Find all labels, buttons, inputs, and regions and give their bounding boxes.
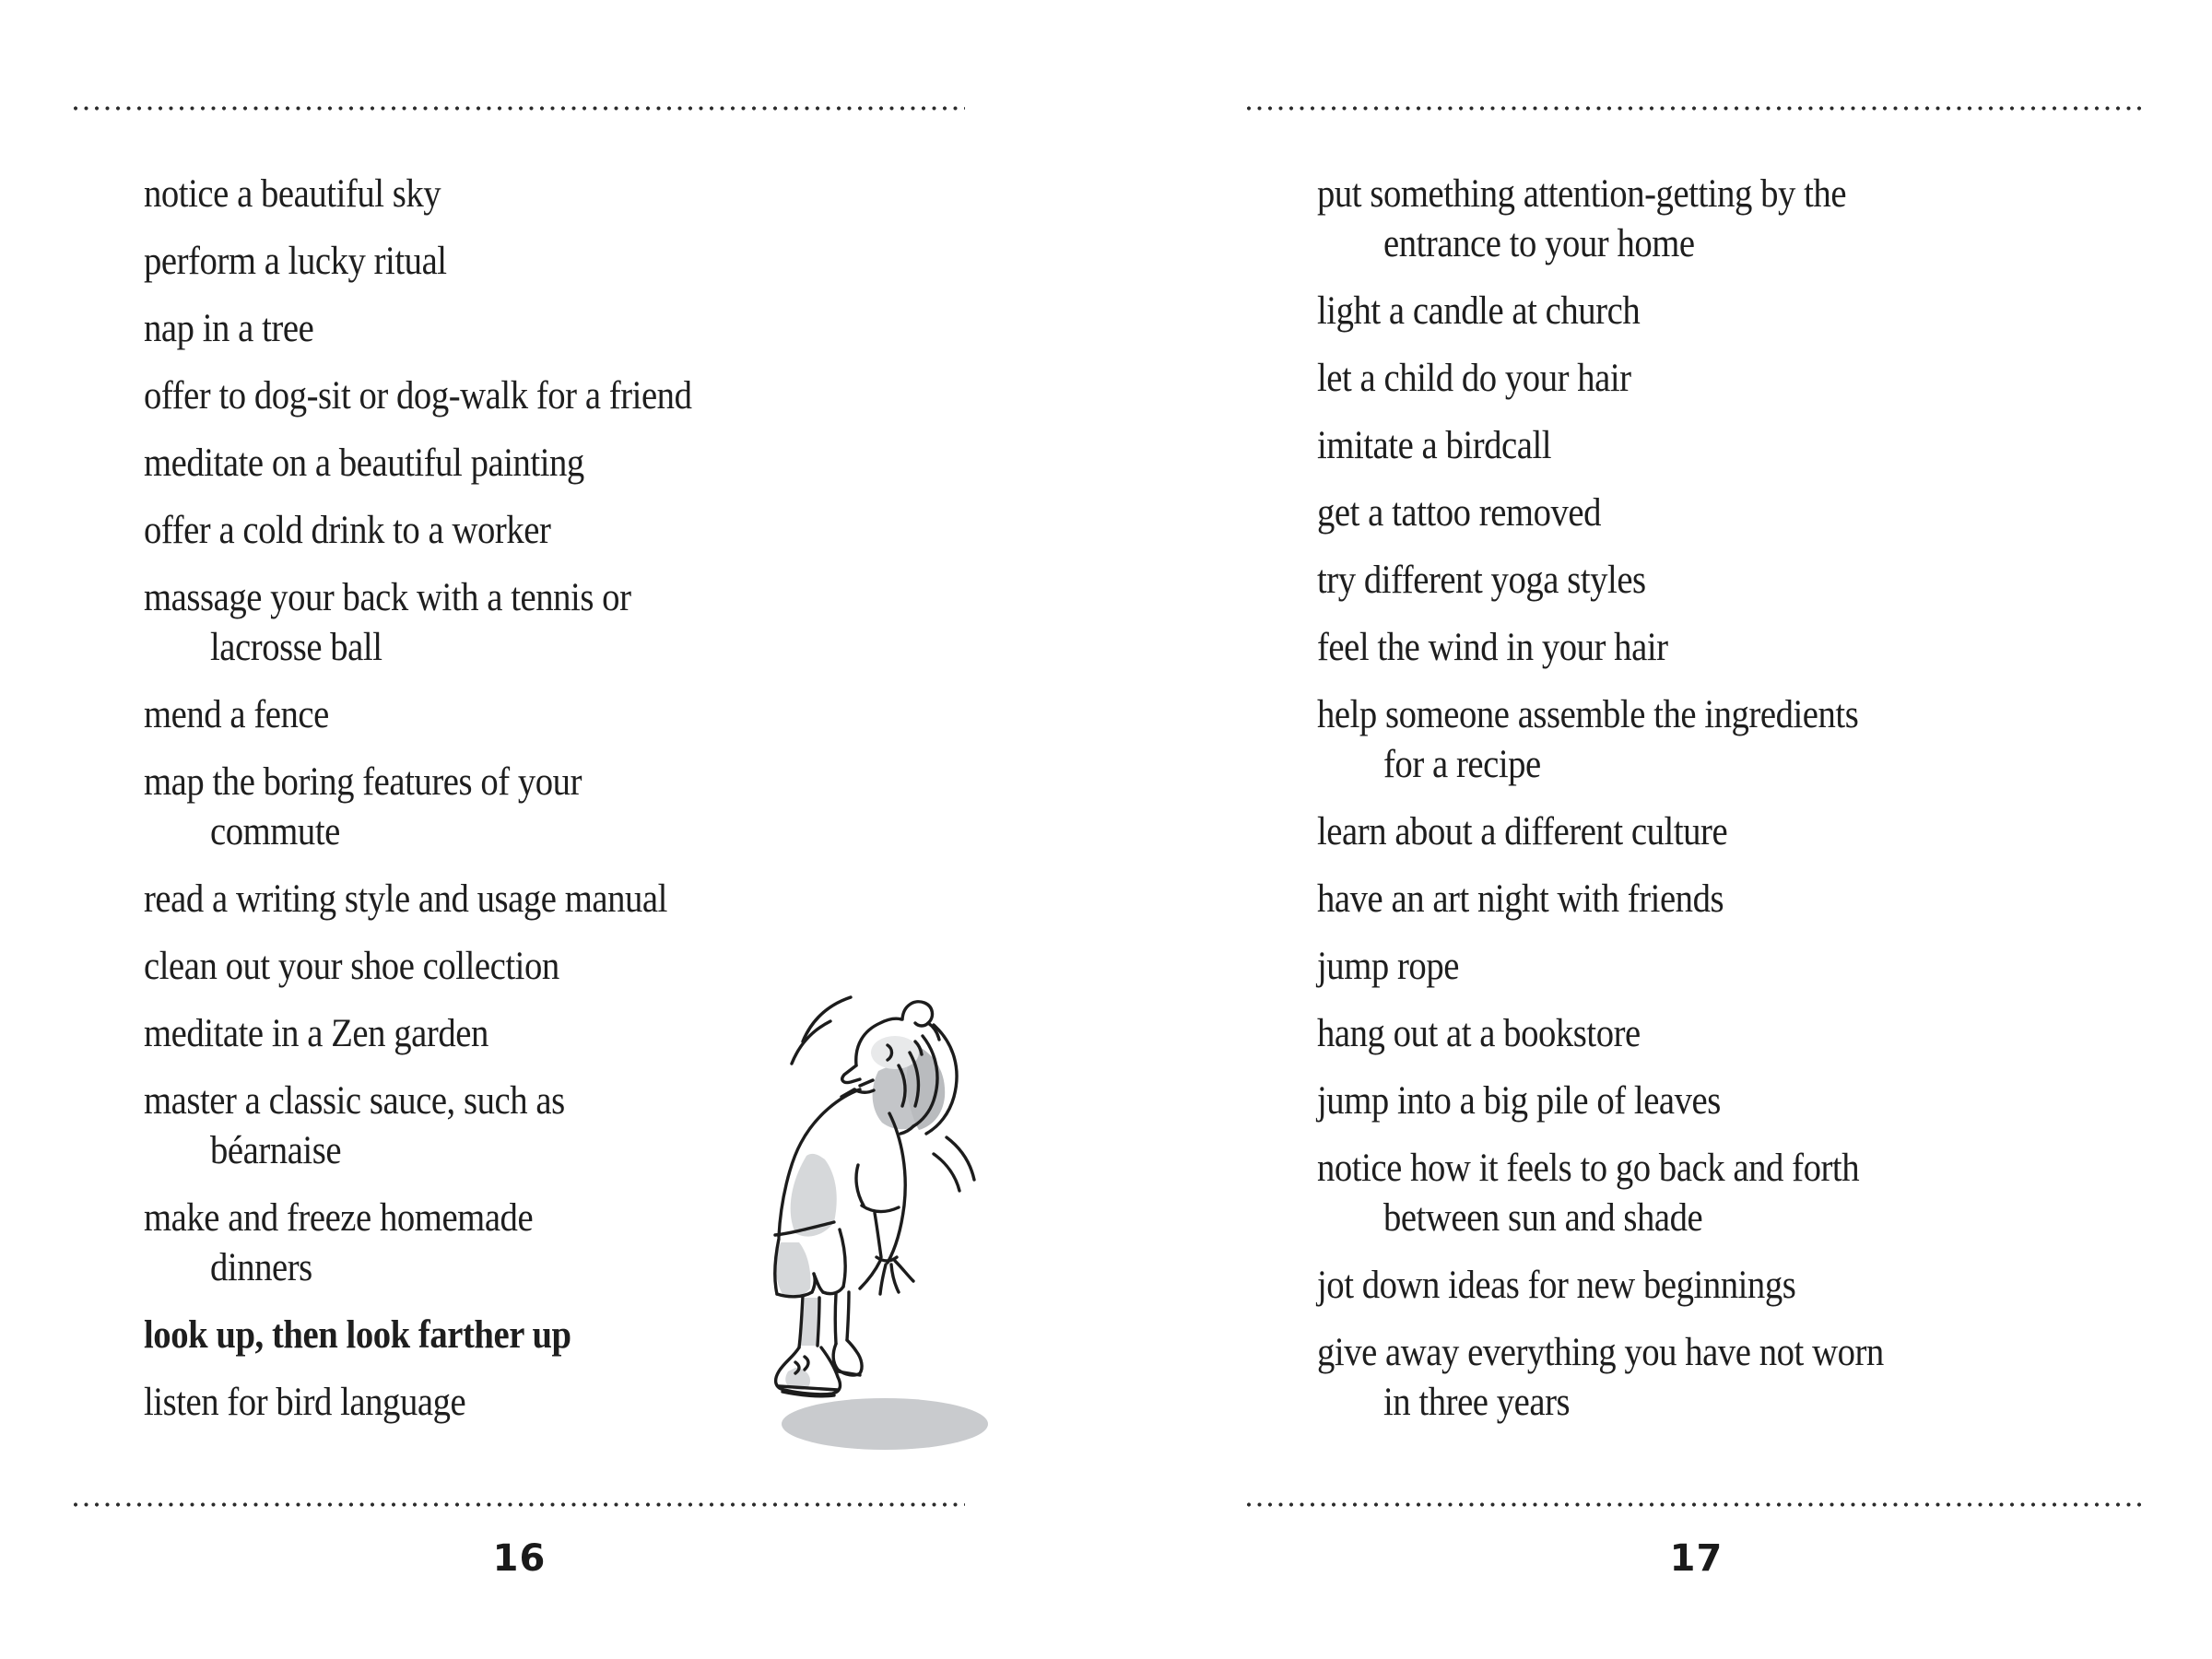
- list-item-text: notice a beautiful sky: [144, 172, 441, 216]
- list-item-text: imitate a birdcall: [1317, 424, 1552, 467]
- list-item-wrapped-line: for a recipe: [1383, 743, 1541, 786]
- list-item: [1317, 556, 2146, 606]
- list-item-text: give away everything you have not worn: [1317, 1331, 1884, 1374]
- list-item-text: get a tattoo removed: [1317, 491, 1602, 535]
- list-item-text: make and freeze homemade: [144, 1196, 534, 1240]
- list-item: [1317, 354, 2146, 404]
- list-item-text: listen for bird language: [144, 1381, 466, 1424]
- list-item: [1317, 875, 2146, 924]
- page-right: [1247, 0, 2146, 1659]
- list-item: [1317, 690, 2146, 790]
- list-item-text: read a writing style and usage manual: [144, 877, 667, 921]
- list-item: [1317, 488, 2146, 538]
- list-item-text: light a candle at church: [1317, 289, 1641, 333]
- list-item: [1317, 807, 2146, 857]
- list-item-text: jump rope: [1317, 945, 1459, 988]
- list-item-text: feel the wind in your hair: [1317, 626, 1668, 669]
- list-item: [1317, 170, 2146, 269]
- list-item-text: have an art night with friends: [1317, 877, 1724, 921]
- list-item: [144, 506, 965, 556]
- list-item-wrapped-line: between sun and shade: [1383, 1196, 1703, 1240]
- list-item: [144, 371, 965, 421]
- list-item: [144, 573, 965, 673]
- list-item: [1317, 1077, 2146, 1126]
- list-item-text: master a classic sauce, such as: [144, 1079, 565, 1123]
- list-item-text: learn about a different culture: [1317, 810, 1728, 853]
- list-item-text: map the boring features of your: [144, 760, 582, 804]
- person-looking-up-drawing: [751, 975, 995, 1477]
- list-item-text: let a child do your hair: [1317, 357, 1631, 400]
- list-item-text: notice how it feels to go back and forth: [1317, 1147, 1860, 1190]
- list-item: [144, 237, 965, 287]
- dotted-rule-top-right: [1247, 106, 2146, 111]
- list-item-text: meditate on a beautiful painting: [144, 441, 584, 485]
- list-item-wrapped-line: commute: [210, 810, 340, 853]
- person-looking-up-illustration: [751, 975, 995, 1477]
- dotted-rule-bottom-right: [1247, 1502, 2146, 1507]
- list-item: [144, 758, 965, 857]
- list-item-wrapped-line: béarnaise: [210, 1129, 342, 1172]
- list-item-text: put something attention-getting by the: [1317, 172, 1847, 216]
- dotted-rule-bottom-left: [74, 1502, 965, 1507]
- activity-list-right: [1317, 170, 2146, 1445]
- list-item-text: nap in a tree: [144, 307, 314, 350]
- list-item-text: try different yoga styles: [1317, 559, 1646, 602]
- list-item: [1317, 287, 2146, 336]
- page-number-right: 17: [1669, 1537, 1724, 1580]
- list-item: [144, 875, 965, 924]
- list-item: [1317, 623, 2146, 673]
- list-item: [1317, 1009, 2146, 1059]
- list-item-text: help someone assemble the ingredients: [1317, 693, 1859, 736]
- list-item-text: clean out your shoe collection: [144, 945, 559, 988]
- list-item-wrapped-line: lacrosse ball: [210, 626, 382, 669]
- list-item: [1317, 421, 2146, 471]
- list-item-wrapped-line: entrance to your home: [1383, 222, 1695, 265]
- list-item-text: perform a lucky ritual: [144, 240, 447, 283]
- list-item: [144, 170, 965, 219]
- list-item-wrapped-line: dinners: [210, 1246, 312, 1289]
- list-item-text: meditate in a Zen garden: [144, 1012, 488, 1055]
- motion-arc: [934, 1154, 959, 1191]
- list-item-text: offer to dog-sit or dog-walk for a friend: [144, 374, 692, 418]
- page-number-left: 16: [492, 1537, 547, 1580]
- list-item-text: hang out at a bookstore: [1317, 1012, 1641, 1055]
- list-item-text: mend a fence: [144, 693, 329, 736]
- dotted-rule-top-left: [74, 106, 965, 111]
- list-item: [1317, 1144, 2146, 1243]
- list-item-text: massage your back with a tennis or: [144, 576, 631, 619]
- list-item-wrapped-line: in three years: [1383, 1381, 1571, 1424]
- list-item-text: jump into a big pile of leaves: [1317, 1079, 1721, 1123]
- list-item: [144, 690, 965, 740]
- list-item-text: look up, then look farther up: [144, 1313, 571, 1357]
- list-item-text: jot down ideas for new beginnings: [1317, 1264, 1796, 1307]
- list-item: [144, 304, 965, 354]
- list-item: [1317, 942, 2146, 992]
- page-left: [74, 0, 965, 1659]
- list-item: [144, 439, 965, 488]
- ground-shadow: [782, 1398, 988, 1450]
- list-item: [1317, 1328, 2146, 1428]
- list-item-text: offer a cold drink to a worker: [144, 509, 551, 552]
- list-item: [1317, 1261, 2146, 1311]
